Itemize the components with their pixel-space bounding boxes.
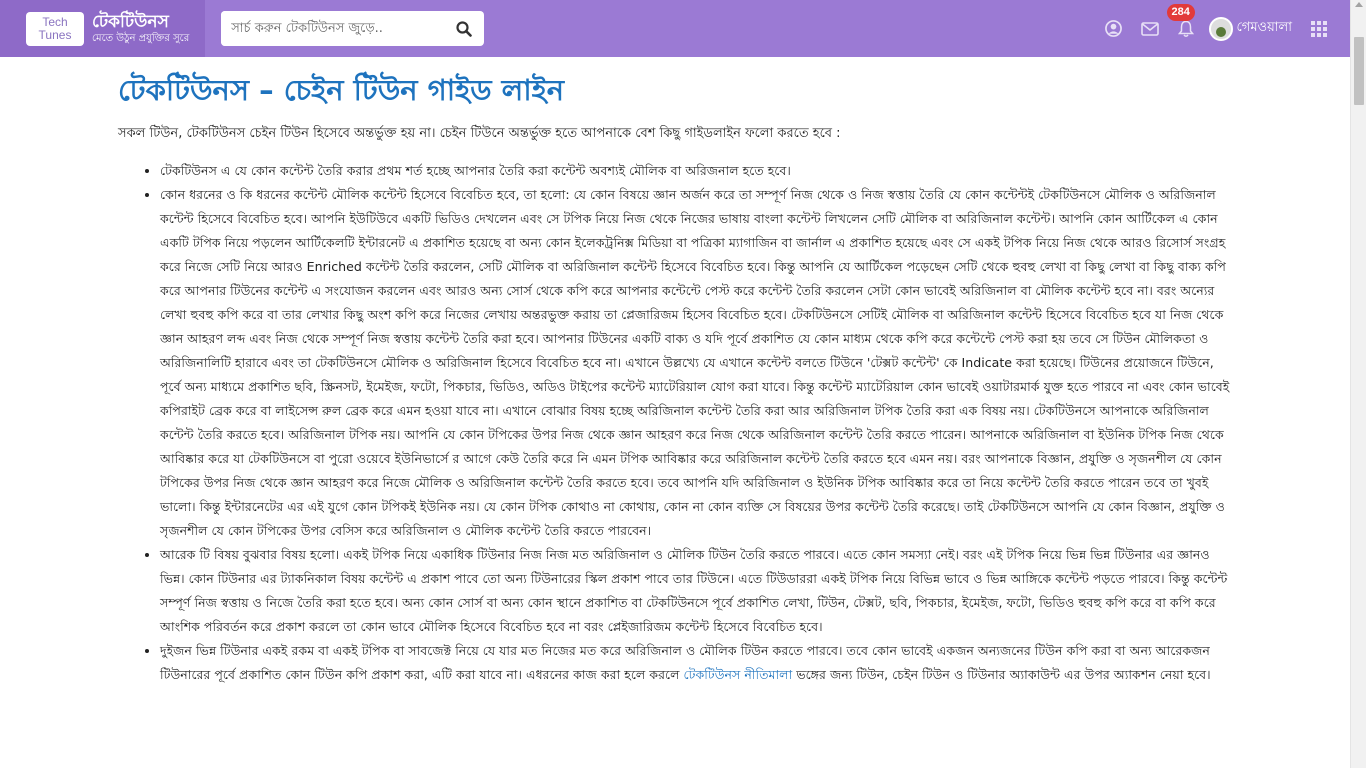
- page-scrollbar[interactable]: [1350, 0, 1366, 768]
- list-item-text: দুইজন ভিন্ন টিউনার একই রকম বা একই টপিক বা সাবজেক্ট নিয়ে যে যার মত নিজের মত করে অরিজিনাল ও মৌলিক টিউন করতে পারবে। তবে কোন ভাবেই একজন অন্যজনের টিউন কপি করা বা অন্য আরেকজন টিউনারের পূর্বে প্রকাশিত কোন টিউন কপি প্রকাশ করা, এটি করা যাবে না। এধরনের কাজ করা হলে করলে: [160, 643, 1210, 682]
- site-logo[interactable]: [26, 12, 84, 46]
- profile-button[interactable]: [1103, 18, 1125, 40]
- brand-text: [92, 12, 189, 46]
- policy-link[interactable]: টেকটিউনস নীতিমালা: [683, 667, 793, 682]
- search-input[interactable]: [221, 11, 444, 46]
- page-title: টেকটিউনস – চেইন টিউন গাইড লাইন: [118, 73, 565, 107]
- user-menu[interactable]: [1209, 17, 1292, 41]
- bell-icon: [1178, 20, 1194, 38]
- logo-line1: Tech: [42, 14, 68, 29]
- notification-badge: 284: [1167, 4, 1195, 21]
- search-button[interactable]: [444, 11, 484, 46]
- avatar: [1209, 17, 1233, 41]
- notifications-button[interactable]: [1171, 5, 1197, 40]
- list-item: • কোন ধরনের ও কি ধরনের কন্টেন্ট মৌলিক কন্টেন্ট হিসেবে বিবেচিত হবে, তা হলো: যে কোন বিষয়ে জ্ঞান অর্জন করে তা সম্পূর্ণ নিজ থেকে ও নিজ স্বত্তায় তৈরি যে কোন কন্টেন্টই টেকটিউনসে মৌলিক ও অরিজিনাল কন্টেন্ট হিসেবে বিবেচিত হবে। আপনি ইউটিউবে একটি ভিডিও দেখলেন এবং সে টপিক নিয়ে নিজ থেকে নিজের ভাষায় বাংলা কন্টেন্ট লিখলেন সেটি মৌলিক বা অরিজিনাল কন্টেন্ট। আপনি কোন আর্টিকেল এ কোন একটি টপিক নিয়ে পড়লেন আর্টিকেলটি ইন্টারনেট এ প্রকাশিত হয়েছে বা অন্য কোন ইলেকট্রনিক্স মিডিয়া বা পত্রিকা ম্যাগাজিন বা জার্নাল এ প্রকাশিত হয়েছে এবং সে একই টপিক নিয়ে নিজ থেকে আরও রিসোর্স সংগ্রহ করে নিজে সেটি নিয়ে আরও Enriched কন্টেন্ট তৈরি করলেন, সেটি মৌলিক বা অরিজিনাল কন্টেন্ট হিসেবে বিবেচিত হবে। কিন্তু আপনি যে আর্টিকেল পড়েছেন সেটি থেকে হুবহু লেখা বা কিছু লেখা বা কিছু বাক্য কপি করে আপনার টিউনের কন্টেন্ট এ সংযোজন করলেন এবং আরও অন্য সোর্স থেকে কপি করে আপনার কন্টেন্টে পেস্ট করে কন্টেন্ট তৈরি করলেন সেটা কোন ভাবেই অরিজিনাল বা মৌলিক কন্টেন্ট হবে না। বরং অন্যের লেখা হুবহু কপি করে বা তার লেখার কিছু অংশ কপি করে নিজের লেখায় অন্তরভুক্ত করায় তা প্লেজারিজম হিসেব বিবেচিত হবে। টেকটিউনসে সেটিই মৌলিক বা অরিজিনাল কন্টেন্ট হিসেবে বিবেচিত হবে যা নিজ থেকে জ্ঞান আহরণ লব্দ এবং নিজ থেকে সম্পূর্ণ নিজ স্বত্তায় কন্টেন্ট তৈরি করা হবে। আপনার টিউনের একটি বাক্য ও যদি পূর্বে প্রকাশিত যে কোন মাধ্যম থেকে কপি করে কন্টেন্টে পেস্ট করা হয় তবে সে টিউন মৌলিকতা ও অরিজিনালিটি হারাবে এবং তা টেকটিউনসে মৌলিক ও অরিজিনাল হিসেবে বিবেচিত হবে না। এখানে উল্লখ্যে যে এখানে কন্টেন্ট বলতে টিউনে 'টেক্সট কন্টেন্ট' কে Indicate করা হয়েছে। টিউনের প্রয়োজনে টিউনে, পূর্বে অন্য মাধ্যমে প্রকাশিত ছবি, স্ক্রিনসট, ইমেইজ, ফটো, পিকচার, ভিডিও, অডিও টাইপের কন্টেন্ট ম্যাটেরিয়াল যোগ করা যাবে। কিন্তু কন্টেন্ট ম্যাটেরিয়াল কোন ভাবেই ওয়াটারমার্ক যুক্ত হতে পারবে না এবং কোন ভাবেই কপিরাইট ব্রেক করে বা লাইসেন্স রুল ব্রেক করে এমন হওয়া যাবে না। এখানে বোঝার বিষয় হচ্ছে অরিজিনাল কন্টেন্ট তৈরি করা আর অরিজিনাল টপিক তৈরি করা এক বিষয় নয়। টেকটিউনসে আপনাকে অরিজিনাল কন্টেন্ট তৈরি করতে হবে। অরিজিনাল টপিক নয়। আপনি যে কোন টপিকের উপর নিজ থেকে জ্ঞান আহরণ করে নিজ থেকে অরিজিনাল কন্টেন্ট তৈরি করতে পারেন। আপনাকে অরিজিনাল বা ইউনিক টপিক নিজ থেকে আবিষ্কার করে যা টেকটিউনসে বা পুরো ওয়েবে ইউনিভার্সে র আগে কেউ তৈরি করে নি এমন টপিক আবিষ্কার করে অরিজিনাল কন্টেন্ট তৈরি করতে হবে এমন নয়। বরং আপনাকে বিজ্ঞান, প্রযুক্তি ও সৃজনশীল যে কোন টপিকের উপর নিজ থেকে জ্ঞান আহরণ করে নিজে মৌলিক ও অরিজিনাল কন্টেন্ট তৈরি করতে হবে। তবে আপনি যদি অরিজিনাল ও ইউনিক টপিক আবিষ্কার করে তা নিয়ে কন্টেন্ট তৈরি করতে পারেন তবে তা খুবই ভালো। কিন্তু ইন্টারনেটের এর এই যুগে কোন টপিকই ইউনিক নয়। যে কোন টপিক কোথাও না কোথায়, কোন না কোন ব্যক্তি সে বিষয়ের উপর কন্টেন্ট তৈরি করেছে। তাই টেকটিউনসে আপনি যে কোন বিজ্ঞান, প্রযুক্তি ও সৃজনশীল যে কোন টপিকের উপর বেসিস করে অরিজিনাল ও মৌলিক কন্টেন্ট তৈরি করতে পারবেন।: [160, 183, 1234, 543]
- guideline-list: [118, 159, 1234, 687]
- messages-button[interactable]: [1139, 18, 1161, 40]
- header-actions: [1089, 0, 1330, 57]
- grid-icon: [1311, 21, 1327, 37]
- list-item: • টেকটিউনস এ যে কোন কন্টেন্ট তৈরি করার প্রথম শর্ত হচ্ছে আপনার তৈরি করা কন্টেন্ট অবশ্যই মৌলিক বা অরিজনাল হতে হবে।: [160, 159, 1234, 183]
- brand[interactable]: [0, 0, 205, 57]
- username: গেমওয়ালা: [1236, 20, 1292, 35]
- envelope-icon: [1141, 22, 1159, 36]
- search-box: [221, 11, 484, 46]
- list-item-tail: ভঙ্গের জন্য টিউন, চেইন টিউন ও টিউনার অ্যাকাউন্ট এর উপর অ্যাকশন নেয়া হবে।: [792, 667, 1211, 682]
- intro-paragraph: সকল টিউন, টেকটিউনস চেইন টিউন হিসেবে অন্তর্ভুক্ত হয় না। চেইন টিউনে অন্তর্ভুক্ত হতে আপনাকে বেশ কিছু গাইডলাইন ফলো করতে হবে :: [118, 126, 841, 141]
- user-circle-icon: [1105, 20, 1122, 37]
- top-navbar: [0, 0, 1350, 57]
- scroll-up-arrow-icon[interactable]: [1355, 2, 1363, 7]
- list-item: • আরেক টি বিষয় বুঝবার বিষয় হলো। একই টপিক নিয়ে একাধিক টিউনার নিজ নিজ মত অরিজিনাল ও মৌলিক টিউন তৈরি করতে পারবে। এতে কোন সমস্যা নেই। বরং এই টপিক নিয়ে ভিন্ন ভিন্ন টিউনার এর জ্ঞানও ভিন্ন। কোন টিউনার এর ট্যাকনিকাল বিষয় কন্টেন্ট এ প্রকাশ পাবে তো অন্য টিউনারের স্কিল প্রকাশ পাবে তার টিউনে। এতে টিউডাররা একই টপিক নিয়ে বিভিন্ন ভাবে ও ভিন্ন আঙ্গিকে কন্টেন্ট পড়তে পারবে। কিন্তু কন্টেন্ট সম্পূর্ণ নিজ স্বত্তায় ও নিজে তৈরি করা হতে হবে। অন্য কোন সোর্স বা অন্য কোন স্থানে প্রকাশিত বা টেকটিউনসে পূর্বে প্রকাশিত লেখা, টিউন, টেক্সট, ছবি, পিকচার, ইমেইজ, ফটো, ভিডিও হুবহু কপি করে বা কপি করে আংশিক পরিবর্তন করে প্রকাশ করলে তা কোন ভাবে মৌলিক হিসেবে বিবেচিত হবে না বরং প্লেইজারিজম কন্টেন্ট হিসেবে বিবেচিত হবে।: [160, 543, 1234, 639]
- list-item: [160, 639, 1234, 687]
- logo-line2: Tunes: [38, 27, 72, 42]
- article: [118, 57, 1234, 687]
- search-icon: [456, 21, 472, 37]
- site-name[interactable]: টেকটিউনস: [92, 11, 169, 32]
- scroll-thumb[interactable]: [1354, 37, 1364, 105]
- site-tagline: মেতে উঠুন প্রযুক্তির সুরে: [92, 32, 190, 44]
- apps-menu-button[interactable]: [1308, 18, 1330, 40]
